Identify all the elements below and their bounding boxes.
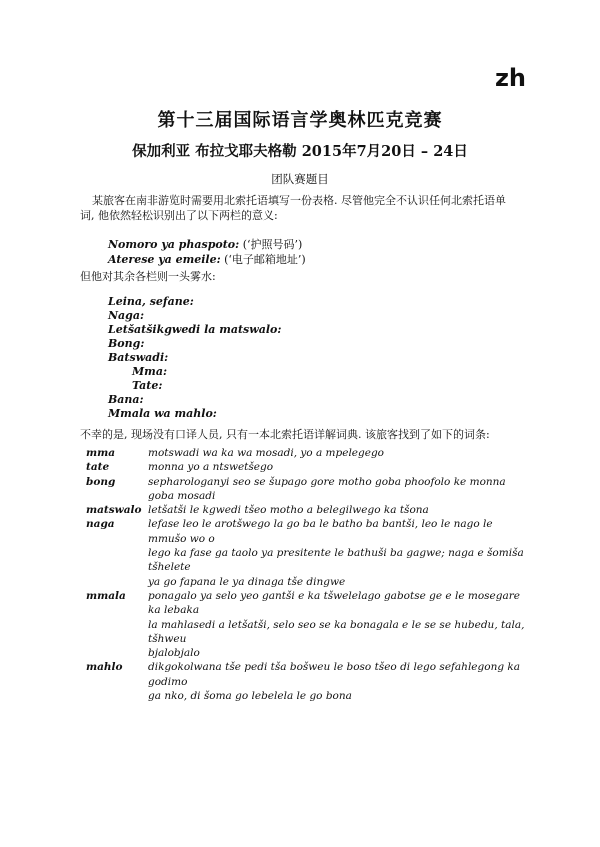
page-subtitle: 保加利亚 布拉戈耶夫格勒 2015年7月20日 – 24日 xyxy=(132,143,468,160)
dictionary-term: mma xyxy=(86,447,116,459)
form-field-label: Leina, sefane: xyxy=(108,295,194,308)
dictionary-definition xyxy=(148,446,526,460)
dictionary-entry xyxy=(86,660,526,703)
dictionary-term: naga xyxy=(86,518,115,531)
known-field-term: Aterese ya emeile: xyxy=(108,253,221,266)
form-field-label: Letšatšikgwedi la matswalo: xyxy=(108,323,282,336)
definition-line: monna yo a ntswetšego xyxy=(148,461,274,474)
dictionary-definition xyxy=(148,517,526,588)
section-heading: 团队赛题目 xyxy=(271,172,329,186)
dictionary-definition xyxy=(148,460,526,474)
dictionary-entry xyxy=(86,460,526,474)
dictionary-term: matswalo xyxy=(86,504,142,517)
dictionary-entry xyxy=(86,503,526,517)
definition-line: motswadi wa ka wa mosadi, yo a mpelegego xyxy=(148,447,384,459)
definition-line: dikgokolwana tše pedi tša bošweu le boso tšeo di lego sefahlegong ka godimo xyxy=(148,661,521,688)
intro-paragraph: 某旅客在南非游览时需要用北索托语填写一份表格. 尽管他完全不认识任何北索托语单词, 他依然轻松识别出了以下两栏的意义: xyxy=(80,194,506,222)
definition-line: la mahlasedi a letšatši, selo seo se ka bonagala e le se se hubedu, tala, tšhweu xyxy=(148,618,525,645)
definition-line: ga nko, di šoma go lebelela le go bona xyxy=(148,690,352,703)
dictionary-entries xyxy=(86,446,526,703)
dictionary-entry xyxy=(86,589,526,660)
definition-line: ya go fapana le ya dinaga tše dingwe xyxy=(148,575,346,588)
rest-paragraph: 但他对其余各栏则一头雾水: xyxy=(80,270,216,283)
definition-line: sepharologanyi seo se šupago gore motho goba phoofolo ke monna goba mosadi xyxy=(148,475,506,502)
definition-line: lefase leo le arotšwego la go ba le batho ba bantši, leo le nago le mmušo wo o xyxy=(148,518,493,545)
known-field-term: Nomoro ya phaspoto: xyxy=(108,238,240,251)
form-field-label: Bana: xyxy=(108,393,144,406)
form-field-label: Tate: xyxy=(132,379,163,392)
definition-line: lego ka fase ga taolo ya presitente le bathuši ba gagwe; naga e šomiša tšhelete xyxy=(148,547,524,574)
dictionary-entry xyxy=(86,446,526,460)
known-field-item xyxy=(108,252,306,267)
language-code: zh xyxy=(494,64,526,92)
known-field-meaning: (‘电子邮箱地址’) xyxy=(224,253,306,266)
dictionary-entry xyxy=(86,517,526,588)
form-fields-list xyxy=(108,295,281,421)
dictionary-term: mmala xyxy=(86,589,126,602)
definition-line: letšatši le kgwedi tšeo motho a belegilwego ka tšona xyxy=(148,504,429,517)
known-fields-list xyxy=(108,237,306,267)
form-field-label: Batswadi: xyxy=(108,351,169,364)
page-title: 第十三届国际语言学奥林匹克竞赛 xyxy=(157,110,443,131)
dictionary-definition xyxy=(148,475,526,504)
known-field-meaning: (‘护照号码’) xyxy=(242,238,303,251)
form-field-label: Naga: xyxy=(108,309,145,322)
form-field-label: Bong: xyxy=(108,337,145,350)
dictionary-definition xyxy=(148,503,526,517)
known-field-item xyxy=(108,237,306,252)
definition-line: bjalobjalo xyxy=(148,647,200,660)
dictionary-definition xyxy=(148,660,526,703)
dictionary-entry xyxy=(86,475,526,504)
dictionary-term: mahlo xyxy=(86,661,123,674)
definition-line: ponagalo ya selo yeo gantši e ka tšwelelago gabotse ge e le mosegare ka lebaka xyxy=(148,589,520,617)
form-field-label: Mmala wa mahlo: xyxy=(108,407,217,420)
dictionary-intro: 不幸的是, 现场没有口译人员, 只有一本北索托语详解词典. 该旅客找到了如下的词条: xyxy=(80,428,490,441)
dictionary-term: tate xyxy=(86,461,110,474)
form-field-label: Mma: xyxy=(132,365,168,378)
dictionary-definition xyxy=(148,589,526,660)
dictionary-term: bong xyxy=(86,475,116,488)
